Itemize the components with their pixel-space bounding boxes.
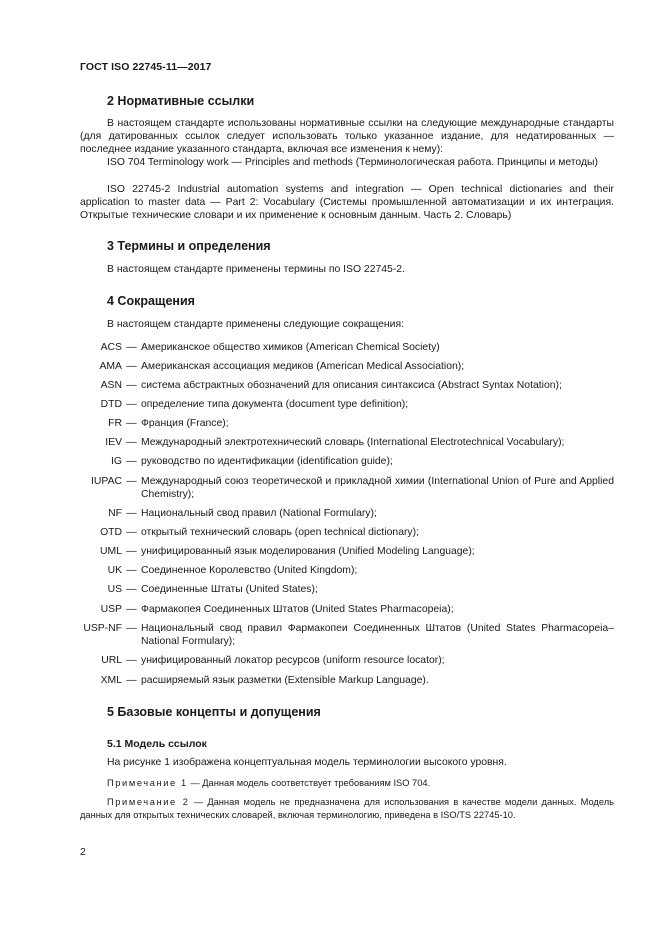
abbreviation-term: UML [100,546,122,557]
abbreviation-item [70,360,614,373]
abbreviation-term: ASN [100,380,122,391]
section-5-heading: 5 Базовые концепты и допущения [107,705,321,719]
abbreviation-term: UK [107,565,122,576]
abbreviation-definition: открытый технический словарь (open technical dictionary); [141,527,419,538]
abbreviation-item [70,436,614,449]
abbreviation-term: DTD [100,399,122,410]
section-3-text: В настоящем стандарте применены термины по ISO 22745-2. [107,264,405,275]
section-2-heading: 2 Нормативные ссылки [107,94,255,108]
abbreviation-item [70,603,614,616]
abbreviation-dash: — [126,655,137,666]
abbreviation-item [70,545,614,558]
abbreviation-item [70,622,614,648]
abbreviation-item [70,564,614,577]
abbreviation-dash: — [126,565,137,576]
section-4-intro: В настоящем стандарте применены следующие сокращения: [107,319,404,330]
abbreviation-item [70,379,614,392]
page-number: 2 [80,846,86,858]
abbreviation-dash: — [126,604,137,615]
abbreviation-term: URL [101,655,122,666]
abbreviation-term: ACS [100,342,122,353]
note-text: — Данная модель не предназначена для использования в качестве модели данных. Модель данных для открытых технических словарей, включая терминологию, приведена в ISO/TS 22745-10. [80,797,614,820]
abbreviation-definition: унифицированный локатор ресурсов (uniform resource locator); [141,655,445,666]
section-2-intro: В настоящем стандарте использованы нормативные ссылки на следующие международные стандарты (для датированных ссылок следует использовать только указанное издание, для недатированных — последнее издание указанного стандарта, включая все изменения к нему): [80,118,614,155]
abbreviation-definition: руководство по идентификации (identification guide); [141,456,393,467]
abbreviation-dash: — [126,527,137,538]
abbreviation-definition: Соединенные Штаты (United States); [141,584,318,595]
note-label: Примечание 2 [107,797,190,807]
abbreviation-definition: Фармакопея Соединенных Штатов (United States Pharmacopeia); [141,604,454,615]
abbreviation-definition: Американская ассоциация медиков (American Medical Association); [141,361,465,372]
abbreviation-dash: — [126,508,137,519]
abbreviation-term: USP [100,604,122,615]
abbreviation-definition: Международный электротехнический словарь (International Electrotechnical Vocabulary); [141,437,565,448]
note-2 [80,796,614,821]
note-label: Примечание 1 [107,778,188,788]
abbreviation-dash: — [126,418,137,429]
abbreviation-definition: Международный союз теоретической и прикладной химии (International Union of Pure and Applied Chemistry); [141,476,614,500]
abbreviation-definition: Национальный свод правил (National Formulary); [141,508,377,519]
abbreviation-item [70,341,614,354]
abbreviation-dash: — [126,675,137,686]
section-3-heading: 3 Термины и определения [107,239,271,253]
abbreviation-term: IUPAC [91,476,122,487]
abbreviation-item [70,583,614,596]
abbreviation-definition: расширяемый язык разметки (Extensible Markup Language). [141,675,429,686]
abbreviation-dash: — [126,623,137,634]
abbreviation-term: IEV [105,437,122,448]
abbreviation-term: IG [111,456,122,467]
abbreviation-item [70,455,614,468]
abbreviation-definition: Соединенное Королевство (United Kingdom); [141,565,358,576]
abbreviation-item [70,507,614,520]
abbreviation-item [70,674,614,687]
document-header: ГОСТ ISO 22745-11—2017 [80,61,212,73]
abbreviation-dash: — [126,361,137,372]
abbreviation-dash: — [126,584,137,595]
abbreviation-item [70,654,614,667]
abbreviation-dash: — [126,437,137,448]
note-1 [80,777,614,790]
abbreviation-term: USP-NF [83,623,122,634]
abbreviation-dash: — [126,380,137,391]
abbreviation-definition: Национальный свод правил Фармакопеи Соединенных Штатов (United States Pharmacopeia–National Formulary); [141,623,614,647]
abbreviation-dash: — [126,546,137,557]
reference-iso-704: ISO 704 Terminology work — Principles and methods (Терминологическая работа. Принципы и методы) [107,157,598,168]
abbreviation-dash: — [126,399,137,410]
abbreviation-term: OTD [100,527,122,538]
abbreviation-term: FR [108,418,122,429]
abbreviation-term: XML [100,675,122,686]
subsection-5-1-heading: 5.1 Модель ссылок [107,738,207,750]
abbreviation-definition: Франция (France); [141,418,229,429]
reference-iso-22745-2: ISO 22745-2 Industrial automation systems and integration — Open technical dictionaries and their application to master data — Part 2: Vocabulary (Системы промышленной автоматизации и их интеграция. Открытые технические словари и их применение к основным данным. Часть 2. Словарь) [80,184,614,221]
abbreviation-definition: система абстрактных обозначений для описания синтаксиса (Abstract Syntax Notation); [141,380,562,391]
abbreviation-item [70,475,614,501]
abbreviation-dash: — [126,342,137,353]
abbreviation-definition: Американское общество химиков (American Chemical Society) [141,342,440,353]
abbreviation-term: US [107,584,122,595]
abbreviation-item [70,417,614,430]
abbreviation-dash: — [126,476,137,487]
abbreviation-term: NF [108,508,122,519]
abbreviation-definition: унифицированный язык моделирования (Unified Modeling Language); [141,546,475,557]
section-4-heading: 4 Сокращения [107,294,195,308]
abbreviation-term: AMA [99,361,122,372]
note-text: — Данная модель соответствует требованиям ISO 704. [187,778,431,788]
abbreviation-dash: — [126,456,137,467]
abbreviation-item [70,526,614,539]
abbreviation-item [70,398,614,411]
abbreviation-definition: определение типа документа (document type definition); [141,399,409,410]
subsection-5-1-text: На рисунке 1 изображена концептуальная модель терминологии высокого уровня. [107,757,507,768]
